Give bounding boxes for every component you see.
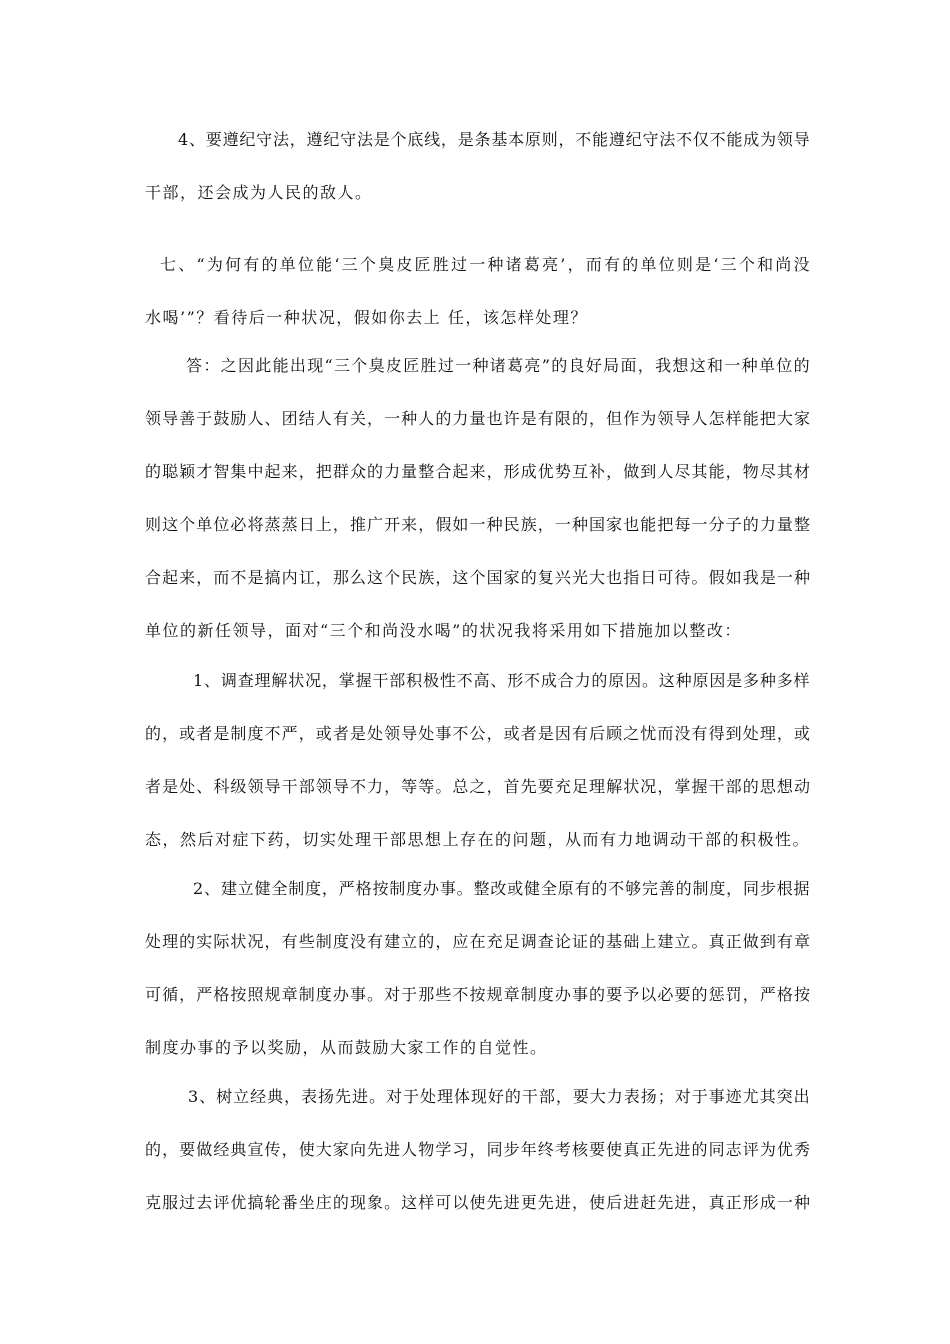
text-line: 3 、 树 立 经 典 ， 表 扬 先 进 。 对 于 处 理 体 现 好 的 干 部 ， 要 大 力 表 扬 ； 对 于 事 迹 尤 其 突 出 <box>188 1087 810 1106</box>
text-line: 2 、 建 立 健 全 制 度 ， 严 格 按 制 度 办 事 。 整 改 或 健 全 原 有 的 不 够 完 善 的 制 度 ， 同 步 根 据 <box>193 879 810 898</box>
text-line: 克 服 过 去 评 优 搞 轮 番 坐 庄 的 现 象 。 这 样 可 以 使 先 进 更 先 进 ， 使 后 进 赶 先 进 ， 真 正 形 成 一 种 <box>145 1193 810 1212</box>
section-heading: 水喝’”？看待后一种状况，假如你去上 任，该怎样处理？ <box>145 308 588 327</box>
text-line: 的 聪 颖 才 智 集 中 起 来 ， 把 群 众 的 力 量 整 合 起 来 ， 形 成 优 势 互 补 ， 做 到 人 尽 其 能 ， 物 尽 其 材 <box>145 462 810 481</box>
text-line: 4 、 要 遵 纪 守 法 ， 遵 纪 守 法 是 个 底 线 ， 是 条 基 本 原 则 ， 不 能 遵 纪 守 法 不 仅 不 能 成 为 领 导 <box>178 130 810 149</box>
text-line: 可 循 ， 严 格 按 照 规 章 制 度 办 事 。 对 于 那 些 不 按 规 章 制 度 办 事 的 要 予 以 必 要 的 惩 罚 ， 严 格 按 <box>145 985 810 1004</box>
text-line: 领 导 善 于 鼓 励 人 、 团 结 人 有 关 ， 一 种 人 的 力 量 也 许 是 有 限 的 ， 但 作 为 领 导 人 怎 样 能 把 大 家 <box>145 409 810 428</box>
text-line: 则 这 个 单 位 必 将 蒸 蒸 日 上 ， 推 广 开 来 ， 假 如 一 种 民 族 ， 一 种 国 家 也 能 把 每 一 分 子 的 力 量 整 <box>145 515 810 534</box>
text-line: 单位的新任领导，面对“三个和尚没水喝”的状况我将采用如下措施加以整改： <box>145 621 742 640</box>
text-line: 的 ， 要 做 经 典 宣 传 ， 使 大 家 向 先 进 人 物 学 习 ， 同 步 年 终 考 核 要 使 真 正 先 进 的 同 志 评 为 优 秀 <box>145 1140 810 1159</box>
text-line: 合 起 来 ， 而 不 是 搞 内 讧 ， 那 么 这 个 民 族 ， 这 个 国 家 的 复 兴 光 大 也 指 日 可 待 。 假 如 我 是 一 种 <box>145 568 810 587</box>
text-line: 答 ： 之 因 此 能 出 现 “ 三 个 臭 皮 匠 胜 过 一 种 诸 葛 亮 ” 的 良 好 局 面 ， 我 想 这 和 一 种 单 位 的 <box>186 356 810 375</box>
text-line: 的 ， 或 者 是 制 度 不 严 ， 或 者 是 处 领 导 处 事 不 公 ， 或 者 是 因 有 后 顾 之 忧 而 没 有 得 到 处 理 ， 或 <box>145 724 810 743</box>
text-line: 者 是 处 、 科 级 领 导 干 部 领 导 不 力 ， 等 等 。 总 之 ， 首 先 要 充 足 理 解 状 况 ， 掌 握 干 部 的 思 想 动 <box>145 777 810 796</box>
text-line: 处 理 的 实 际 状 况 ， 有 些 制 度 没 有 建 立 的 ， 应 在 充 足 调 查 论 证 的 基 础 上 建 立 。 真 正 做 到 有 章 <box>145 932 810 951</box>
text-line: 1 、 调 查 理 解 状 况 ， 掌 握 干 部 积 极 性 不 高 、 形 不 成 合 力 的 原 因 。 这 种 原 因 是 多 种 多 样 <box>193 671 810 690</box>
text-line: 态，然后对症下药，切实处理干部思想上存在的问题，从而有力地调动干部的积极性。 <box>145 830 810 849</box>
text-line: 干部，还会成为人民的敌人。 <box>145 183 373 202</box>
text-line: 制度办事的予以奖励，从而鼓励大家工作的自觉性。 <box>145 1038 548 1057</box>
section-heading: 七 、 “ 为 何 有 的 单 位 能 ‘ 三 个 臭 皮 匠 胜 过 一 种 诸 葛 亮 ’ ， 而 有 的 单 位 则 是 ‘ 三 个 和 尚 没 <box>160 255 810 274</box>
